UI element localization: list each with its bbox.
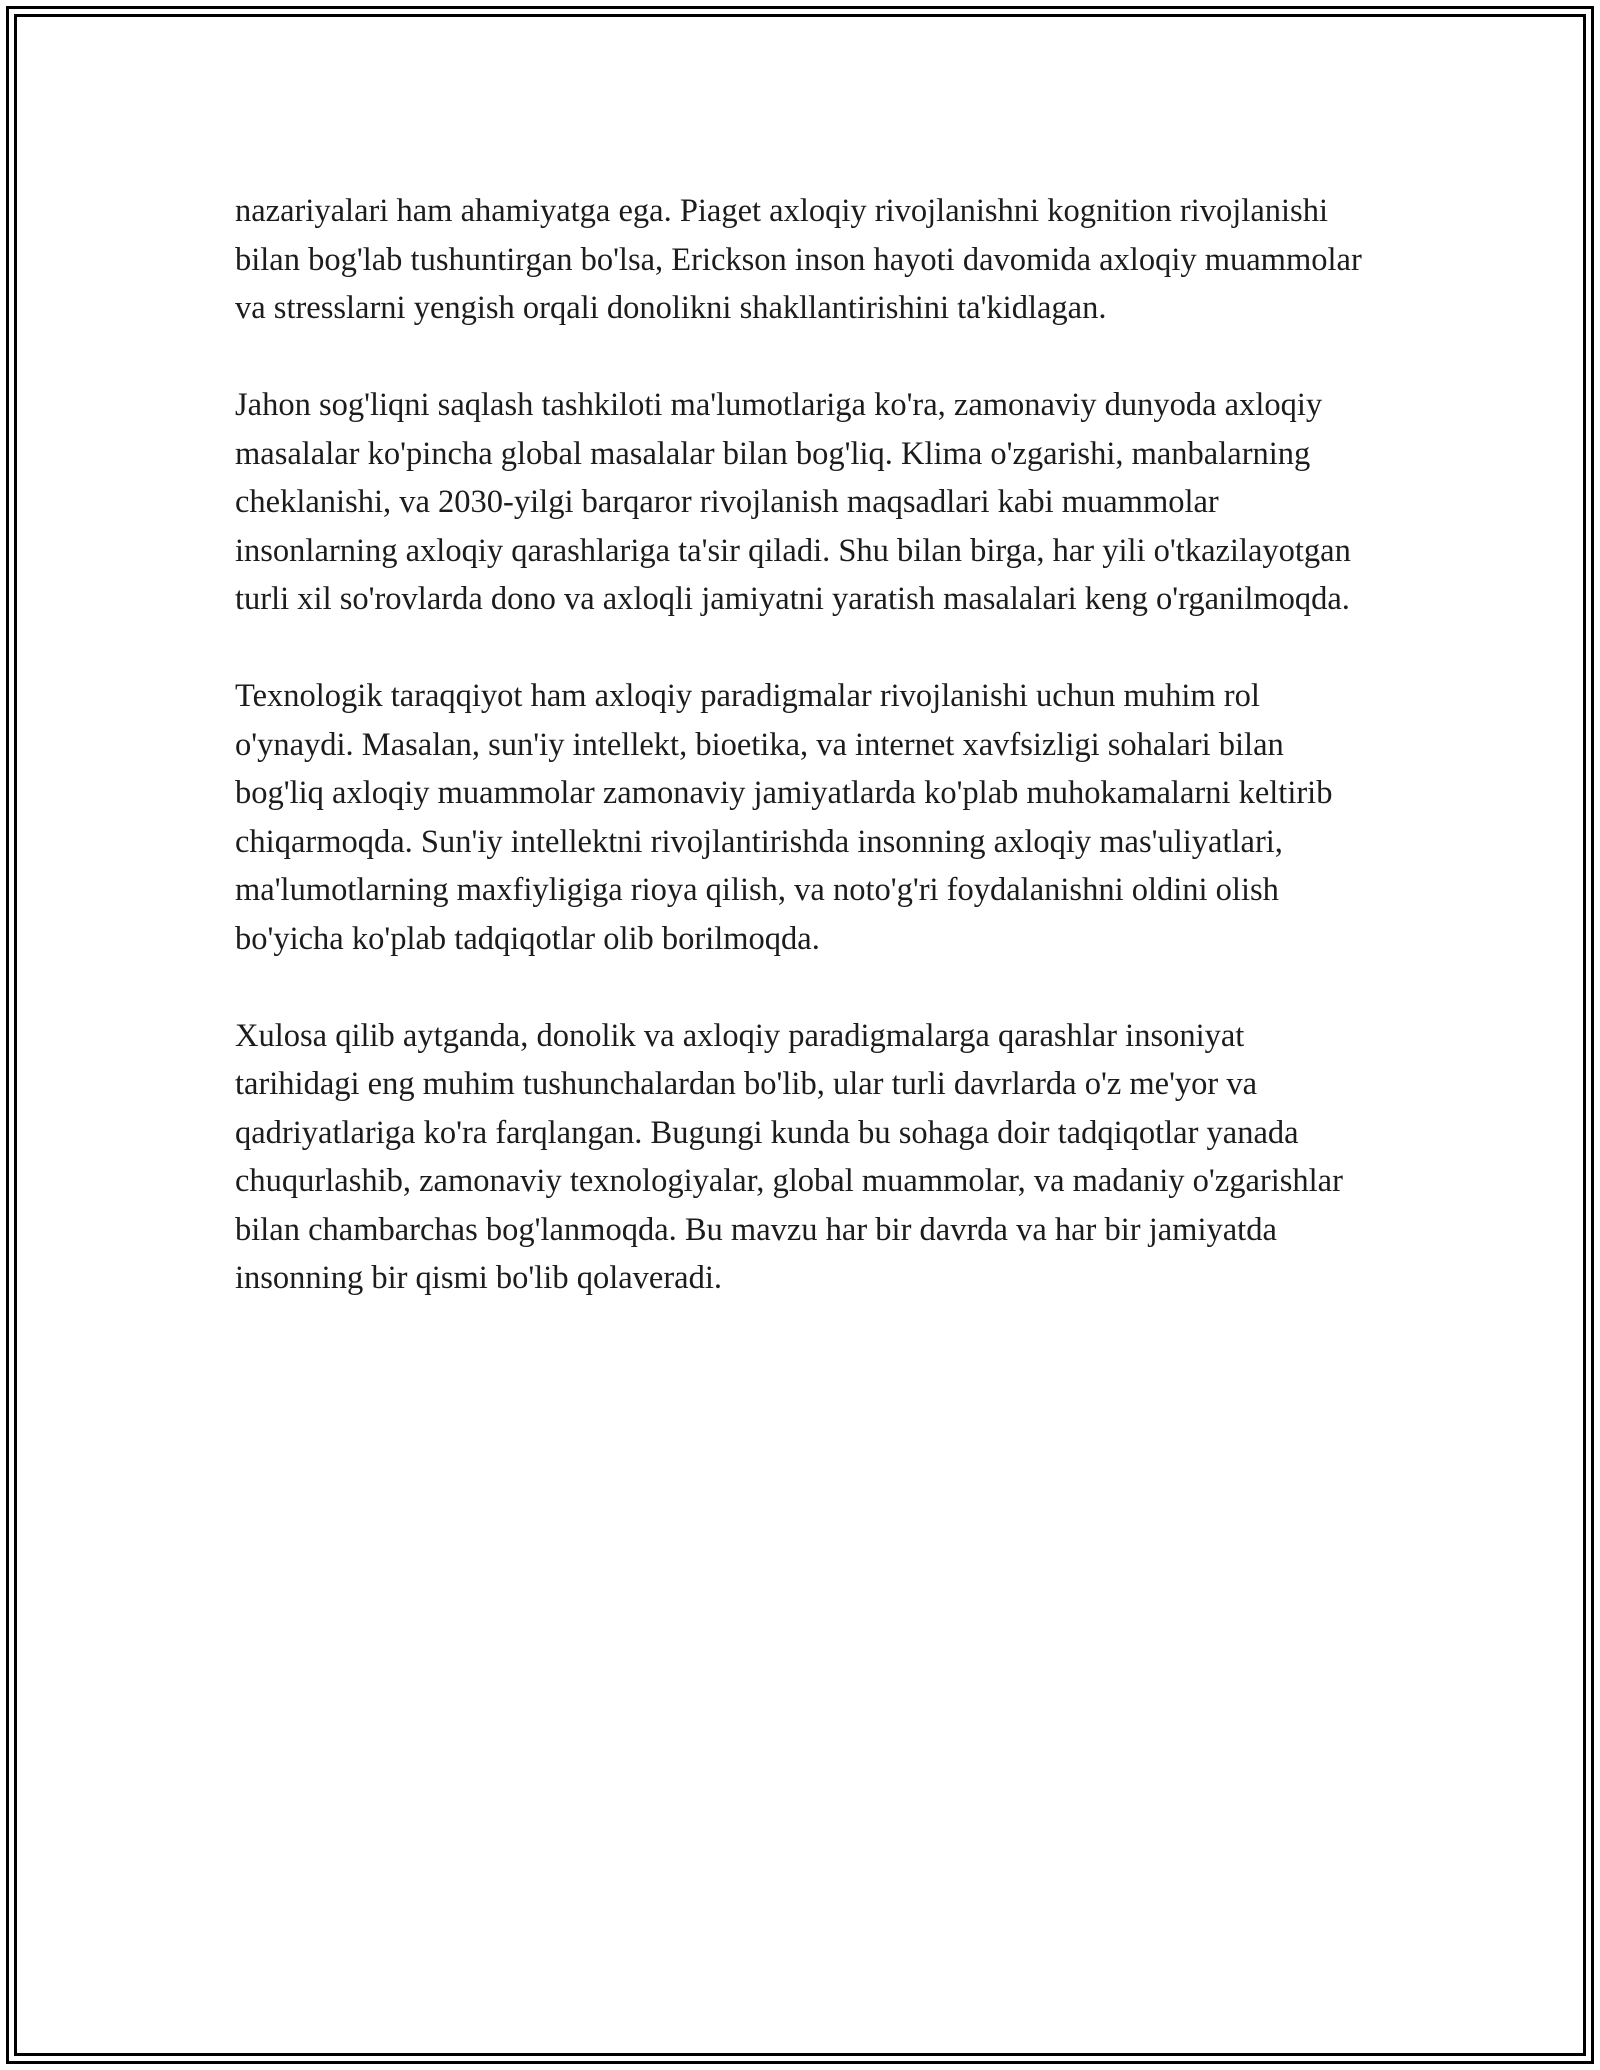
paragraph: Xulosa qilib aytganda, donolik va axloqiy paradigmalarga qarashlar insoniyat tarihidagi eng muhim tushunchalardan bo'lib, ular turli davrlarda o'z me'yor va qadriyatlariga ko'ra farqlangan. Bugungi kunda bu sohaga doir tadqiqotlar yanada chuqurlashib, zamonaviy texnologiyalar, global muammolar, va madaniy o'zgarishlar bilan chambarchas bog'lanmoqda. Bu mavzu har bir davrda va har bir jamiyatda insonning bir qismi bo'lib qolaveradi. bbox=[235, 1017, 1343, 1296]
paragraph: Texnologik taraqqiyot ham axloqiy paradigmalar rivojlanishi uchun muhim rol o'ynaydi. Masalan, sun'iy intellekt, bioetika, va internet xavfsizligi sohalari bilan bog'liq axloqiy muammolar zamonaviy jamiyatlarda ko'plab muhokamalarni keltirib chiqarmoqda. Sun'iy intellektni rivojlantirishda insonning axloqiy mas'uliyatlari, ma'lumotlarning maxfiyligiga rioya qilish, va noto'g'ri foydalanishni oldini olish bo'yicha ko'plab tadqiqotlar olib borilmoqda. bbox=[235, 678, 1333, 957]
document-body bbox=[235, 187, 1365, 1303]
paragraph: Jahon sog'liqni saqlash tashkiloti ma'lumotlariga ko'ra, zamonaviy dunyoda axloqiy masalalar ko'pincha global masalalar bilan bog'liq. Klima o'zgarishi, manbalarning cheklanishi, va 2030-yilgi barqaror rivojlanish maqsadlari kabi muammolar insonlarning axloqiy qarashlariga ta'sir qiladi. Shu bilan birga, har yili o'tkazilayotgan turli xil so'rovlarda dono va axloqli jamiyatni yaratish masalalari keng o'rganilmoqda. bbox=[235, 387, 1351, 617]
paragraph: nazariyalari ham ahamiyatga ega. Piaget axloqiy rivojlanishni kognition rivojlanishi bilan bog'lab tushuntirgan bo'lsa, Erickson inson hayoti davomida axloqiy muammolar va stresslarni yengish orqali donolikni shakllantirishini ta'kidlagan. bbox=[235, 193, 1362, 326]
